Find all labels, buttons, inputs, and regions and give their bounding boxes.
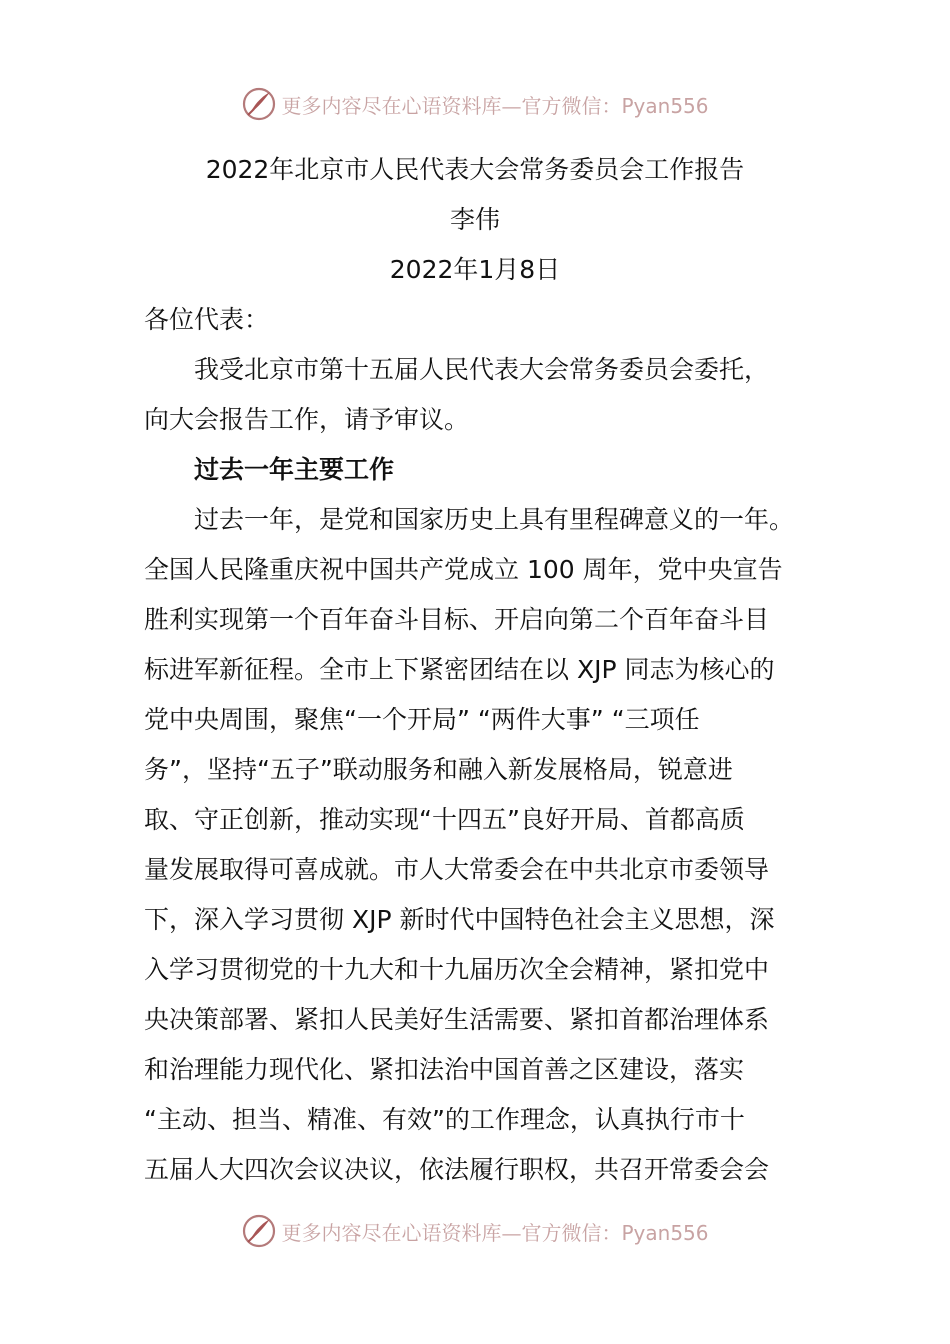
document-author: 李伟	[449, 205, 500, 234]
watermark-banner-top	[0, 84, 950, 124]
paragraph-line: 全国人民隆重庆祝中国共产党成立 100 周年，党中央宣告	[144, 555, 783, 584]
document-title: 2022年北京市人民代表大会常务委员会工作报告	[205, 155, 745, 184]
section-heading: 过去一年主要工作	[194, 455, 395, 484]
paragraph-line: 和治理能力现代化、紧扣法治中国首善之区建设，落实	[144, 1055, 745, 1084]
paragraph-line: 我受北京市第十五届人民代表大会常务委员会委托，	[194, 355, 770, 384]
paragraph-line: “主动、担当、精准、有效”的工作理念，认真执行市十	[144, 1105, 745, 1134]
document-body	[0, 145, 950, 1195]
paragraph-line: 标进军新征程。全市上下紧密团结在以 XJP 同志为核心的	[144, 655, 775, 684]
paragraph-line: 下，深入学习贯彻 XJP 新时代中国特色社会主义思想，深	[144, 905, 775, 934]
quill-pen-logo-icon	[241, 86, 277, 122]
watermark-banner-bottom	[0, 1211, 950, 1251]
paragraph-line: 取、守正创新，推动实现“十四五”良好开局、首都高质	[144, 805, 745, 834]
watermark-text	[281, 90, 708, 119]
paragraph-line: 务”，坚持“五子”联动服务和融入新发展格局，锐意进	[144, 755, 733, 784]
wechat-id: Pyan556	[621, 1220, 709, 1245]
watermark-text	[281, 1217, 708, 1246]
quill-pen-logo-icon	[241, 1213, 277, 1249]
salutation: 各位代表：	[144, 305, 270, 334]
paragraph-line: 过去一年，是党和国家历史上具有里程碑意义的一年。	[194, 505, 795, 534]
wechat-id: Pyan556	[621, 93, 709, 118]
paragraph-line: 向大会报告工作，请予审议。	[144, 405, 470, 434]
paragraph-line: 入学习贯彻党的十九大和十九届历次全会精神，紧扣党中	[144, 955, 770, 984]
paragraph-line: 党中央周围，聚焦“一个开局” “两件大事” “三项任	[144, 705, 700, 734]
paragraph-line: 胜利实现第一个百年奋斗目标、开启向第二个百年奋斗目	[144, 605, 770, 634]
watermark-label: 更多内容尽在心语资料库—官方微信：	[281, 1220, 622, 1245]
document-date: 2022年1月8日	[389, 255, 561, 284]
paragraph-line: 量发展取得可喜成就。市人大常委会在中共北京市委领导	[144, 855, 770, 884]
watermark-label: 更多内容尽在心语资料库—官方微信：	[281, 93, 622, 118]
paragraph-line: 央决策部署、紧扣人民美好生活需要、紧扣首都治理体系	[144, 1005, 770, 1034]
paragraph-line: 五届人大四次会议决议，依法履行职权，共召开常委会会	[144, 1155, 770, 1184]
